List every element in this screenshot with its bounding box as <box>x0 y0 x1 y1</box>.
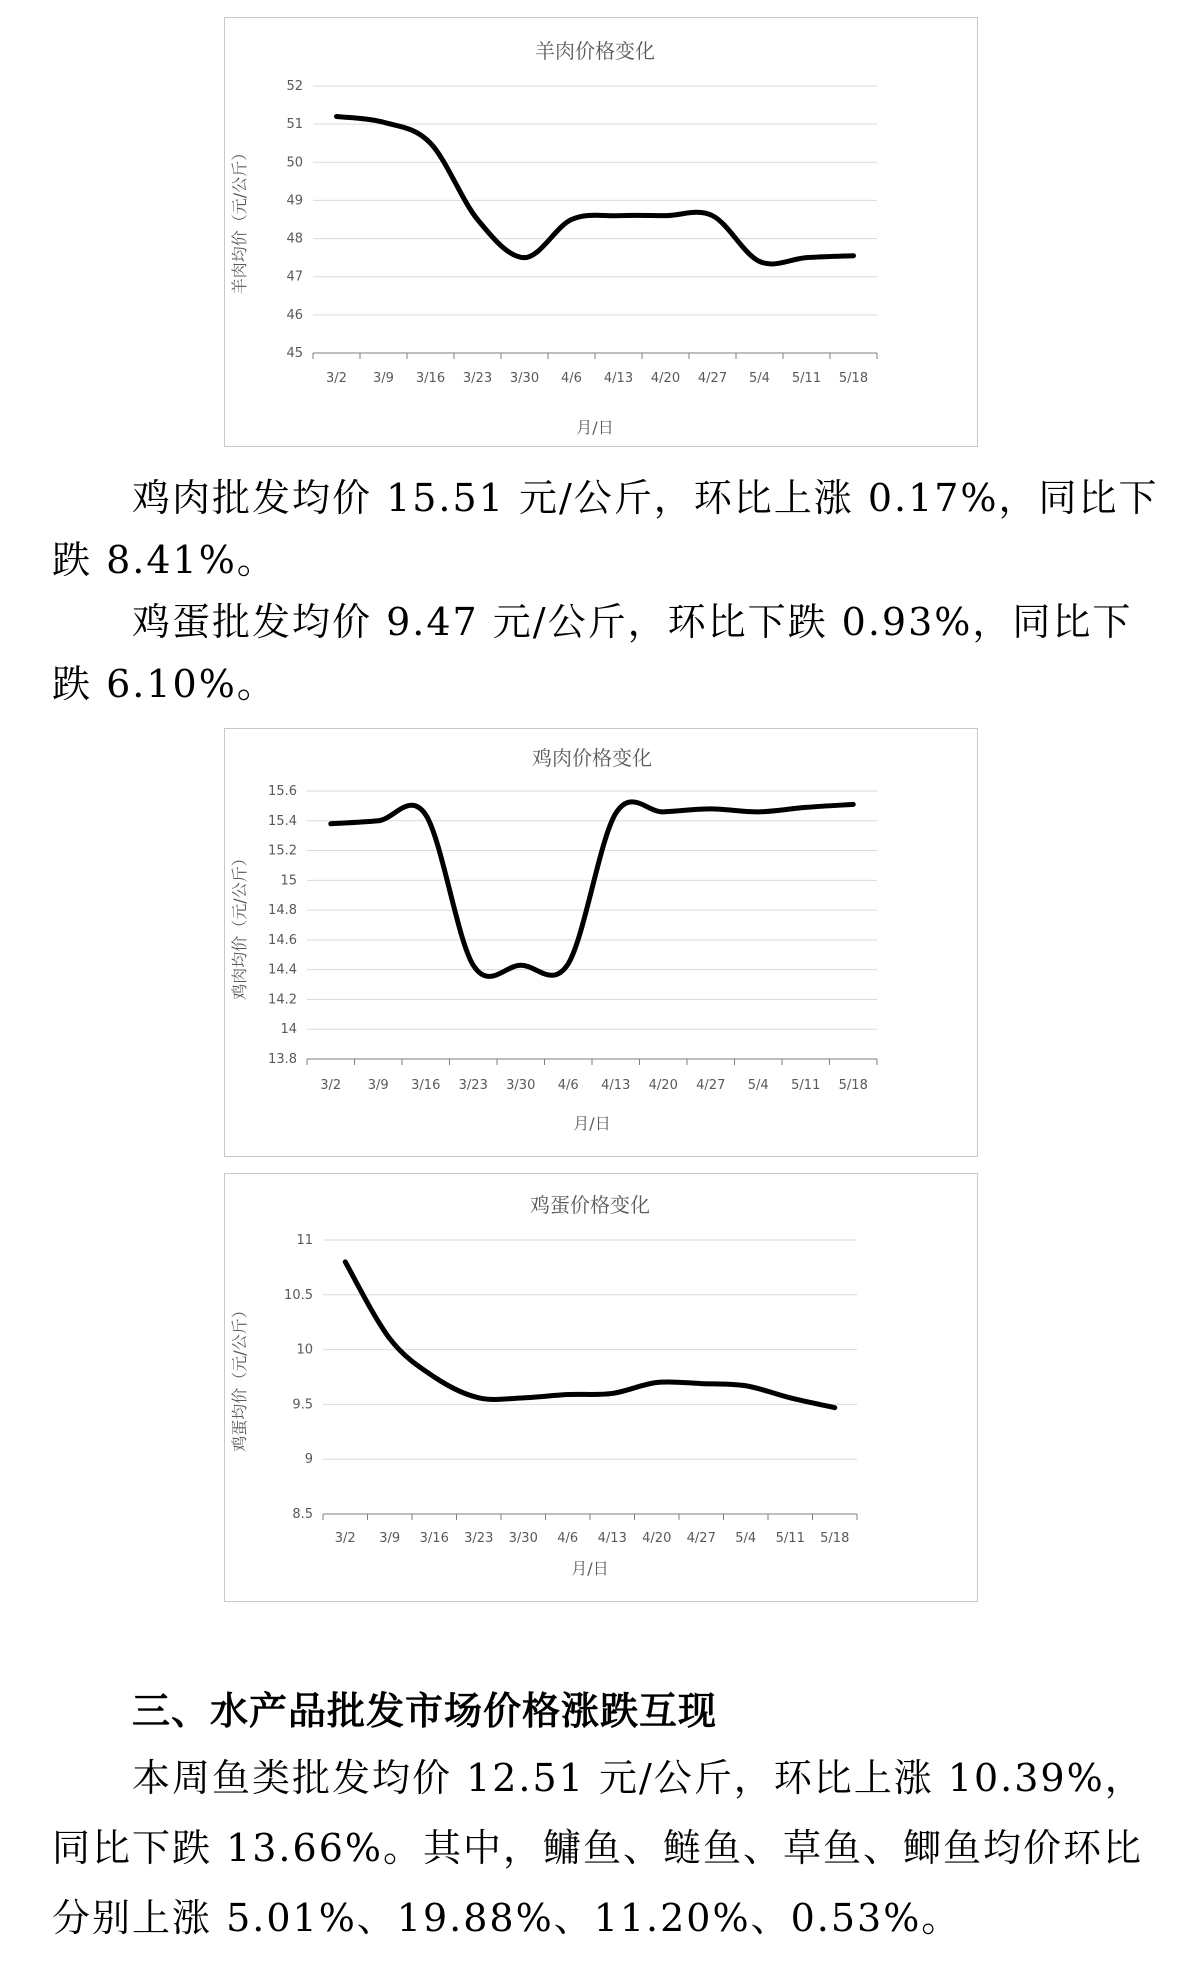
chart-mutton <box>224 17 978 447</box>
y-tick-label: 10 <box>296 1342 313 1358</box>
y-tick-label: 50 <box>286 155 303 171</box>
section-heading: 三、水产品批发市场价格涨跌互现 <box>132 1689 718 1733</box>
x-tick-label: 3/23 <box>458 1078 488 1093</box>
series-line <box>337 117 854 264</box>
chart-mutton-svg <box>225 18 977 446</box>
x-tick-label: 4/13 <box>601 1078 631 1093</box>
x-tick-label: 4/20 <box>648 1078 678 1093</box>
x-tick-label: 4/13 <box>597 1531 627 1546</box>
paragraph-chicken-line2: 跌 8.41%。 <box>52 538 277 582</box>
chart-chicken <box>224 728 978 1157</box>
x-tick-label: 3/30 <box>508 1531 538 1546</box>
chart-chicken-svg <box>225 729 977 1156</box>
x-axis-label: 月/日 <box>576 418 614 437</box>
y-tick-label: 15.4 <box>268 813 297 829</box>
y-tick-label: 14.6 <box>268 932 297 948</box>
x-tick-label: 3/9 <box>379 1531 401 1546</box>
x-tick-label: 4/6 <box>557 1531 579 1546</box>
x-tick-label: 5/4 <box>735 1531 757 1546</box>
y-tick-label: 15 <box>280 873 297 889</box>
y-tick-label: 14.8 <box>268 903 297 919</box>
x-tick-label: 5/18 <box>838 371 869 386</box>
x-tick-label: 5/11 <box>791 371 822 386</box>
series-line <box>331 802 854 977</box>
x-tick-label: 4/27 <box>697 371 728 386</box>
x-tick-label: 3/16 <box>415 371 446 386</box>
y-tick-label: 9 <box>304 1452 313 1468</box>
x-tick-label: 5/4 <box>749 371 770 386</box>
x-tick-label: 5/18 <box>838 1078 868 1093</box>
chart-egg-svg <box>225 1174 977 1601</box>
x-tick-label: 3/2 <box>320 1078 342 1093</box>
x-tick-label: 4/27 <box>696 1078 726 1093</box>
paragraph-fish-line3: 分别上涨 5.01%、19.88%、11.20%、0.53%。 <box>52 1896 962 1940</box>
y-tick-label: 15.6 <box>268 784 297 799</box>
x-tick-label: 3/30 <box>506 1078 536 1093</box>
y-tick-label: 52 <box>286 79 303 94</box>
x-tick-label: 3/16 <box>411 1078 441 1093</box>
y-tick-label: 45 <box>286 346 303 361</box>
y-tick-label: 15.2 <box>268 843 297 859</box>
x-tick-label: 4/27 <box>686 1531 716 1546</box>
x-tick-label: 3/9 <box>367 1078 389 1093</box>
y-axis-label: 鸡蛋均价（元/公斤） <box>230 1302 249 1452</box>
x-tick-label: 4/20 <box>650 371 681 386</box>
x-tick-label: 3/9 <box>373 371 394 386</box>
x-tick-label: 4/6 <box>557 1078 579 1093</box>
x-axis-label: 月/日 <box>571 1559 609 1578</box>
x-tick-label: 4/13 <box>603 371 634 386</box>
y-tick-label: 14 <box>280 1022 297 1038</box>
paragraph-egg-line2: 跌 6.10%。 <box>52 662 277 706</box>
paragraph-fish-line1: 本周鱼类批发均价 12.51 元/公斤，环比上涨 10.39%， <box>132 1756 1145 1800</box>
y-tick-label: 46 <box>286 307 303 323</box>
y-tick-label: 14.4 <box>268 962 297 978</box>
y-axis-label: 鸡肉均价（元/公斤） <box>230 850 249 1000</box>
x-tick-label: 4/20 <box>642 1531 672 1546</box>
y-tick-label: 13.8 <box>268 1052 297 1067</box>
y-tick-label: 10.5 <box>284 1287 313 1303</box>
x-tick-label: 5/11 <box>775 1531 805 1546</box>
y-tick-label: 8.5 <box>292 1507 313 1522</box>
y-tick-label: 14.2 <box>268 992 297 1008</box>
x-tick-label: 3/23 <box>462 371 493 386</box>
y-tick-label: 48 <box>286 231 303 247</box>
x-tick-label: 5/4 <box>747 1078 769 1093</box>
x-tick-label: 3/23 <box>464 1531 494 1546</box>
paragraph-fish-line2: 同比下跌 13.66%。其中，鳙鱼、鲢鱼、草鱼、鲫鱼均价环比 <box>52 1826 1143 1870</box>
y-tick-label: 9.5 <box>292 1397 313 1413</box>
y-axis-label: 羊肉均价（元/公斤） <box>230 144 249 295</box>
y-tick-label: 51 <box>286 117 303 133</box>
x-tick-label: 5/11 <box>791 1078 821 1093</box>
x-axis-label: 月/日 <box>573 1114 611 1133</box>
x-tick-label: 5/18 <box>820 1531 850 1546</box>
paragraph-chicken-line1: 鸡肉批发均价 15.51 元/公斤，环比上涨 0.17%，同比下 <box>132 476 1159 520</box>
y-tick-label: 47 <box>286 269 303 285</box>
x-tick-label: 3/16 <box>419 1531 449 1546</box>
y-tick-label: 49 <box>286 193 303 209</box>
paragraph-egg-line1: 鸡蛋批发均价 9.47 元/公斤，环比下跌 0.93%，同比下 <box>132 600 1133 644</box>
x-tick-label: 3/2 <box>334 1531 356 1546</box>
x-tick-label: 4/6 <box>561 371 582 386</box>
chart-title: 羊肉价格变化 <box>535 39 655 63</box>
y-tick-label: 11 <box>296 1233 313 1248</box>
chart-egg <box>224 1173 978 1602</box>
chart-title: 鸡蛋价格变化 <box>530 1193 650 1217</box>
x-tick-label: 3/30 <box>509 371 540 386</box>
series-line <box>345 1262 835 1408</box>
chart-title: 鸡肉价格变化 <box>532 746 652 770</box>
x-tick-label: 3/2 <box>326 371 347 386</box>
